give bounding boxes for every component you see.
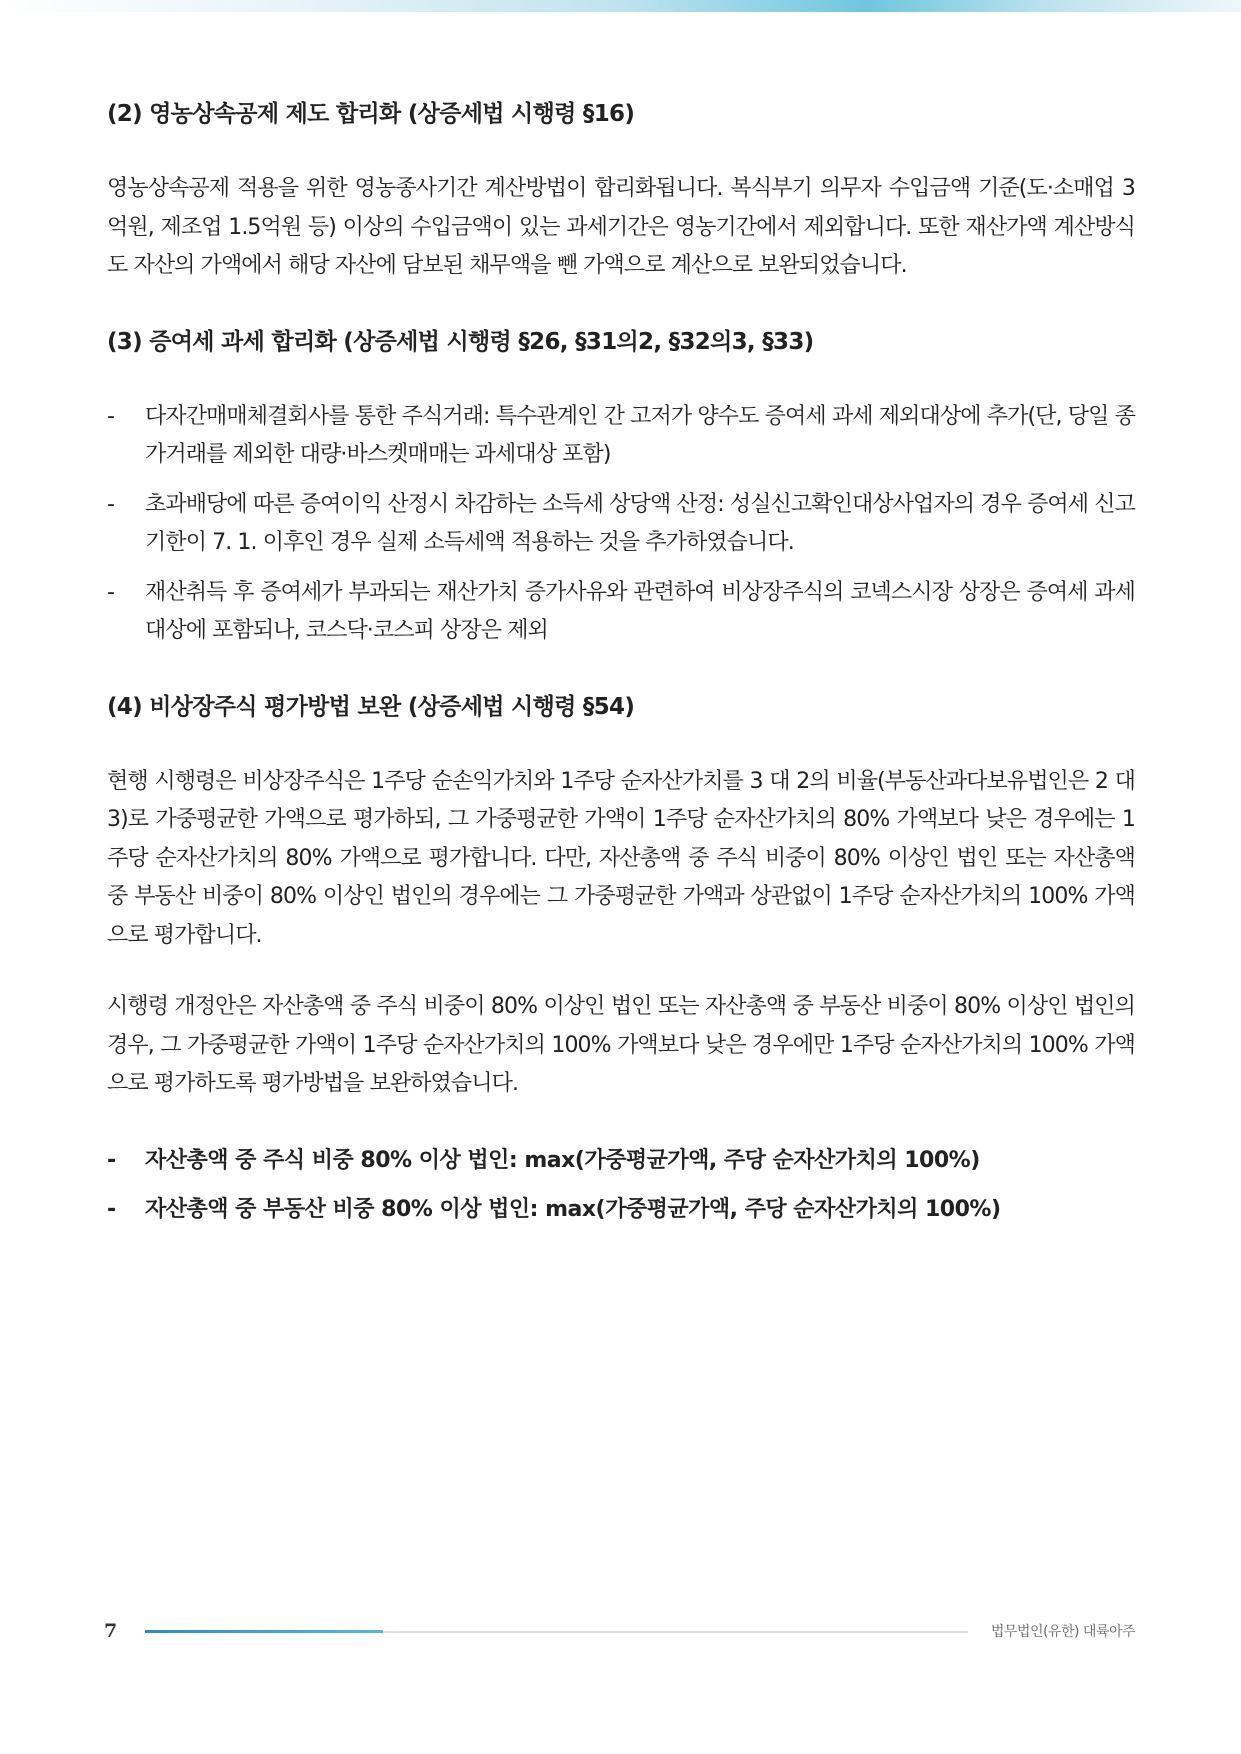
paragraph: 영농상속공제 적용을 위한 영농종사기간 계산방법이 합리화됩니다. 복식부기 의무자 수입금액 기준(도·소매업 3억원, 제조업 1.5억원 등) 이상의 수입금액이 있는 과세기간은 영농기간에서 제외합니다. 또한 재산가액 계산방식도 자산의 가액에서 해당 자산에 담보된 채무액을 뺀 가액으로 계산으로 보완되었습니다. xyxy=(107,176,1135,278)
bullet-dash: - xyxy=(107,579,115,605)
bullet-text: 재산취득 후 증여세가 부과되는 재산가치 증가사유와 관련하여 비상장주식의 코넥스시장 상장은 증여세 과세대상에 포함되나, 코스닥·코스피 상장은 제외 xyxy=(145,579,1135,643)
section-title: (2) 영농상속공제 제도 합리화 (상증세법 시행령 §16) xyxy=(107,101,635,127)
footer-firm-name: 법무법인(유한) 대륙아주 xyxy=(990,1624,1135,1640)
bullet-dash: - xyxy=(107,1197,116,1222)
page-content xyxy=(107,96,1135,1230)
bullet-dash: - xyxy=(107,1147,116,1173)
list-item xyxy=(107,486,1135,563)
paragraph: 시행령 개정안은 자산총액 중 주식 비중이 80% 이상인 법인 또는 자산총액 중 부동산 비중이 80% 이상인 법인의 경우, 그 가중평균한 가액이 1주당 순자산가치의 100% 가액보다 낮은 경우에만 1주당 순자산가치의 100% 가액으로 평가하도록 평가방법을 보완하였습니다. xyxy=(107,994,1135,1096)
section-title: (4) 비상장주식 평가방법 보완 (상증세법 시행령 §54) xyxy=(107,693,635,720)
list-item xyxy=(107,1142,1135,1181)
bullet-text: 초과배당에 따른 증여이익 산정시 차감하는 소득세 상당액 산정: 성실신고확인대상사업자의 경우 증여세 신고기한이 7. 1. 이후인 경우 실제 소득세액 적용하는 것을 추가하였습니다. xyxy=(145,491,1135,555)
paragraph: 현행 시행령은 비상장주식은 1주당 순손익가치와 1주당 순자산가치를 3 대 2의 비율(부동산과다보유법인은 2 대 3)로 가중평균한 가액으로 평가하되, 그 가중평균한 가액이 1주당 순자산가치의 80% 가액보다 낮은 경우에는 1주당 순자산가치의 80% 가액으로 평가합니다. 다만, 자산총액 중 주식 비중이 80% 이상인 법인 또는 자산총액 중 부동산 비중이 80% 이상인 법인의 경우에는 그 가중평균한 가액과 상관없이 1주당 순자산가치의 100% 가액으로 평가합니다. xyxy=(107,768,1135,948)
page-number: 7 xyxy=(104,1620,118,1642)
bullet-dash: - xyxy=(107,403,115,429)
bullet-list xyxy=(107,398,1135,651)
bullet-dash: - xyxy=(107,491,115,517)
bullet-text: 자산총액 중 부동산 비중 80% 이상 법인: max(가중평균가액, 주당 순자산가치의 100%) xyxy=(145,1197,1001,1222)
list-item xyxy=(107,1191,1135,1230)
bullet-text: 자산총액 중 주식 비중 80% 이상 법인: max(가중평균가액, 주당 순자산가치의 100%) xyxy=(145,1147,980,1173)
section-title: (3) 증여세 과세 합리화 (상증세법 시행령 §26, §31의2, §32의3, §33) xyxy=(107,328,814,355)
bullet-list xyxy=(107,1142,1135,1230)
list-item xyxy=(107,574,1135,651)
bullet-text: 다자간매매체결회사를 통한 주식거래: 특수관계인 간 고저가 양수도 증여세 과세 제외대상에 추가(단, 당일 종가거래를 제외한 대량·바스켓매매는 과세대상 포함) xyxy=(145,403,1135,467)
top-accent-bar xyxy=(0,0,1241,12)
list-item xyxy=(107,398,1135,475)
footer-accent-line xyxy=(145,1630,383,1633)
